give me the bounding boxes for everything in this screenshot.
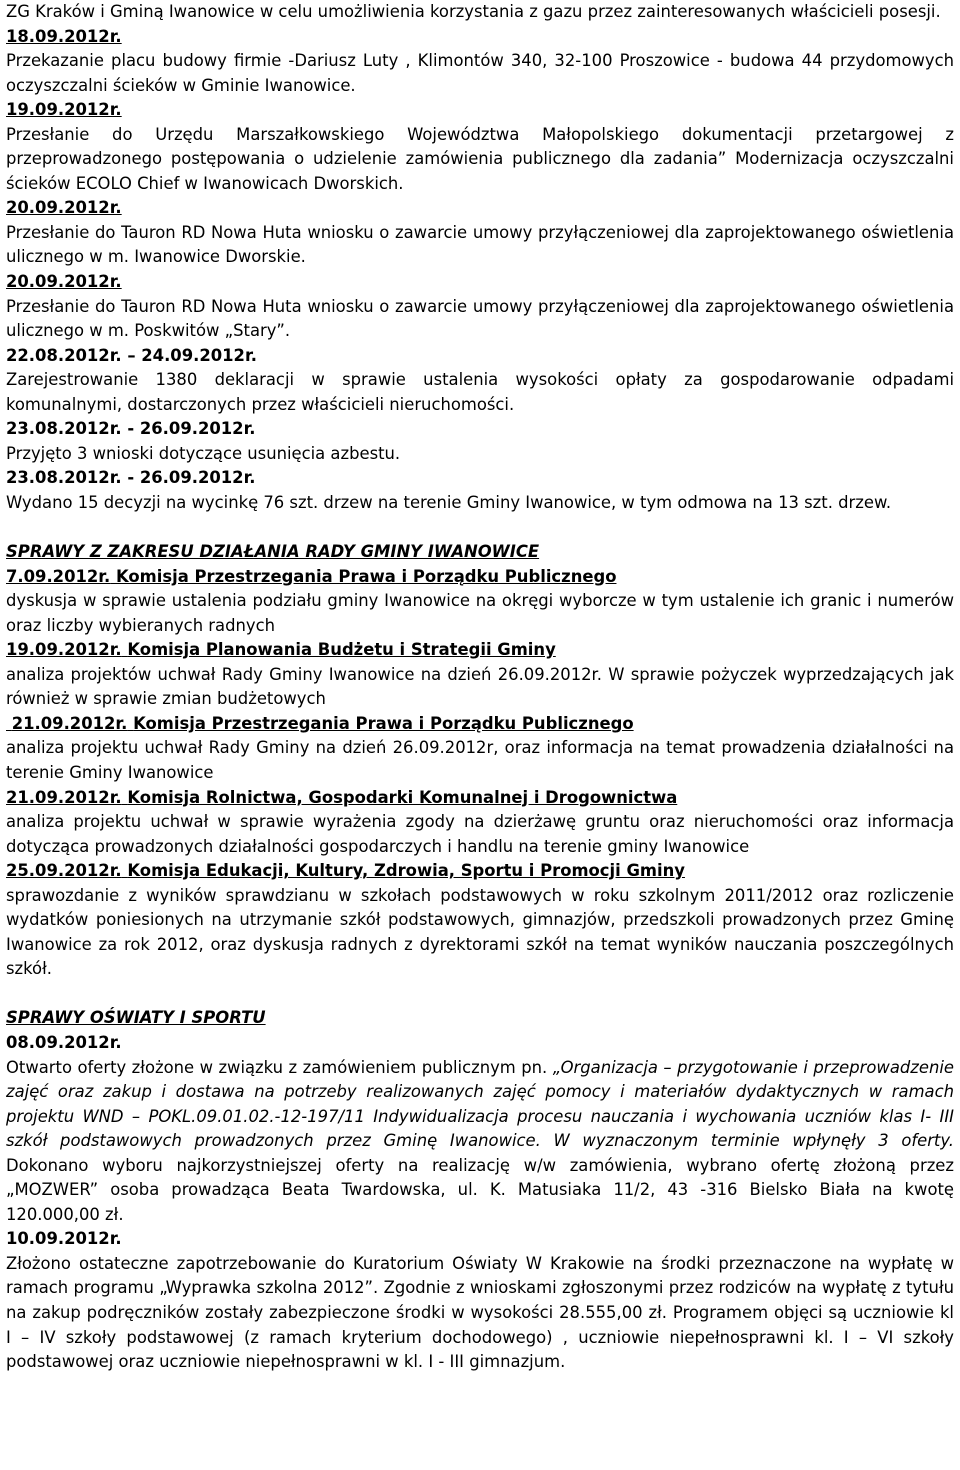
entry-text: sprawozdanie z wyników sprawdzianu w szkołach podstawowych w roku szkolnym 2011/2012 oraz rozliczenie wydatków poniesionych na utrzymanie szkół podstawowych, gimnazjów, przedszkoli prowadzonych przez Gminę Iwanowice za rok 2012, oraz dyskusja radnych z dyrektorami szkół na temat wyników nauczania poszczególnych szkół. xyxy=(6,885,954,979)
entry-text: Przyjęto 3 wnioski dotyczące usunięcia azbestu. xyxy=(6,443,401,463)
committee-title xyxy=(6,786,954,811)
section-heading: SPRAWY Z ZAKRESU DZIAŁANIA RADY GMINY IWANOWICE xyxy=(6,542,540,562)
committee-name: Komisja Edukacji, Kultury, Zdrowia, Sportu i Promocji Gminy xyxy=(127,861,685,881)
entry-date: 19.09.2012r. xyxy=(6,640,122,660)
entry-text: Otwarto oferty złożone w związku z zamówieniem publicznym pn. „Organizacja – przygotowanie i przeprowadzenie zajęć oraz zakup i dostawa na potrzeby realizowanych zajęć pomocy i materiałów dydaktycznych w ramach projektu WND – POKL.09.01.02.-12-197/11 Indywidualizacja procesu nauczania i wychowania uczniów klas I- III szkół podstawowych prowadzonych przez Gminę Iwanowice. W wyznaczonym terminie wpłynęły 3 oferty. Dokonano wyboru najkorzystniejszej oferty na realizację w/w zamówienia, wybrano ofertę złożoną przez „MOZWER” osoba prowadząca Beata Twardowska, ul. K. Matusiaka 11/2, 43 -316 Bielsko Biała na kwotę 120.000,00 zł. xyxy=(6,1057,954,1224)
committee-name: Komisja Planowania Budżetu i Strategii Gminy xyxy=(127,640,556,660)
entry-date: 20.09.2012r. xyxy=(6,272,122,292)
entry-text: Przesłanie do Tauron RD Nowa Huta wniosku o zawarcie umowy przyłączeniowej dla zaprojektowanego oświetlenia ulicznego w m. Iwanowice Dworskie. xyxy=(6,222,954,267)
entry-date: 7.09.2012r. xyxy=(6,566,111,586)
section-heading: SPRAWY OŚWIATY I SPORTU xyxy=(6,1008,266,1028)
committee-entry xyxy=(6,786,954,860)
entry-text: Zarejestrowanie 1380 deklaracji w sprawie ustalenia wysokości opłaty za gospodarowanie odpadami komunalnymi, dostarczonych przez właścicieli nieruchomości. xyxy=(6,370,954,414)
committee-title xyxy=(6,638,954,663)
committee-entry xyxy=(6,859,954,982)
committee-name: Komisja Rolnictwa, Gospodarki Komunalnej i Drogownictwa xyxy=(127,787,678,807)
entry-date: 22.08.2012r. – 24.09.2012r. xyxy=(6,345,257,365)
entry-text: Przesłanie do Urzędu Marszałkowskiego Województwa Małopolskiego dokumentacji przetargowej z przeprowadzonego postępowania o udzielenie zamówienia publicznego dla zadania” Modernizacja oczyszczalni ścieków ECOLO Chief w Iwanowicach Dworskich. xyxy=(6,124,954,193)
entry-date: 23.08.2012r. - 26.09.2012r. xyxy=(6,468,256,488)
entry-text: Przekazanie placu budowy firmie -Dariusz Luty , Klimontów 340, 32-100 Proszowice - budowa 44 przydomowych oczyszczalni ścieków w Gminie Iwanowice. xyxy=(6,51,954,95)
spacer xyxy=(6,515,954,540)
committee-entry xyxy=(6,565,954,639)
committee-title xyxy=(6,565,954,590)
committee-name: Komisja Przestrzegania Prawa i Porządku Publicznego xyxy=(115,566,617,586)
tender-title: „Organizacja – przygotowanie i przeprowadzenie zajęć oraz zakup i dostawa na potrzeby realizowanych zajęć pomocy i materiałów dydaktycznych w ramach projektu WND – POKL.09.01.02.-12-197/11 Indywidualizacja procesu nauczania i wychowania uczniów klas I- III szkół podstawowych prowadzonych przez Gminę Iwanowice. W wyznaczonym terminie wpłynęły 3 oferty. xyxy=(6,1057,954,1151)
committee-title xyxy=(6,859,954,884)
entry-date: 23.08.2012r. - 26.09.2012r. xyxy=(6,419,256,439)
entry-text: ZG Kraków i Gminą Iwanowice w celu umożliwienia korzystania z gazu przez zainteresowanych właścicieli posesji. xyxy=(6,2,941,21)
entry-text: dyskusja w sprawie ustalenia podziału gminy Iwanowice na okręgi wyborcze w tym ustalenie ich granic i numerów oraz liczby wybieranych radnych xyxy=(6,591,954,635)
entry-date: 21.09.2012r. xyxy=(6,787,122,807)
committee-title xyxy=(6,712,954,737)
entry-text: analiza projektu uchwał w sprawie wyrażenia zgody na dzierżawę gruntu oraz nieruchomości oraz informacja dotycząca prowadzonych działalności gospodarczych i handlu na terenie gminy Iwanowice xyxy=(6,812,954,856)
entry-text: analiza projektów uchwał Rady Gminy Iwanowice na dzień 26.09.2012r. W sprawie pożyczek wyprzedzających jak również w sprawie zmian budżetowych xyxy=(6,664,954,709)
entry-date: 25.09.2012r. xyxy=(6,861,122,881)
entry-text: Przesłanie do Tauron RD Nowa Huta wniosku o zawarcie umowy przyłączeniowej dla zaprojektowanego oświetlenia ulicznego w m. Poskwitów „Stary”. xyxy=(6,296,954,341)
entry-date: 08.09.2012r. xyxy=(6,1032,122,1052)
committee-name: Komisja Przestrzegania Prawa i Porządku Publicznego xyxy=(133,713,634,733)
spacer xyxy=(6,982,954,1007)
entry-text: Wydano 15 decyzji na wycinkę 76 szt. drzew na terenie Gminy Iwanowice, w tym odmowa na 13 szt. drzew. xyxy=(6,492,892,512)
committee-entry xyxy=(6,638,954,712)
entry-date: 20.09.2012r. xyxy=(6,198,122,218)
entry-date: 10.09.2012r. xyxy=(6,1229,122,1249)
entry-text: analiza projektu uchwał Rady Gminy na dzień 26.09.2012r, oraz informacja na temat prowadzenia działalności na terenie Gminy Iwanowice xyxy=(6,738,954,782)
committee-entry xyxy=(6,712,954,786)
entry-text: Złożono ostateczne zapotrzebowanie do Kuratorium Oświaty W Krakowie na środki przeznaczone na wypłatę w ramach programu „Wyprawka szkolna 2012”. Zgodnie z wnioskami zgłoszonymi przez rodziców na wypłatę z tytułu na zakup podręczników zostały zabezpieczone środki w wysokości 28.555,00 zł. Programem objęci są uczniowie kl I – IV szkoły podstawowej (z ramach kryterium dochodowego) , uczniowie niepełnosprawni kl. I – VI szkoły podstawowej oraz uczniowie niepełnosprawni w kl. I - III gimnazjum. xyxy=(6,1253,954,1372)
entry-date: 18.09.2012r. xyxy=(6,26,122,46)
entry-date: 19.09.2012r. xyxy=(6,100,122,120)
entry-date: 21.09.2012r. xyxy=(11,713,128,733)
